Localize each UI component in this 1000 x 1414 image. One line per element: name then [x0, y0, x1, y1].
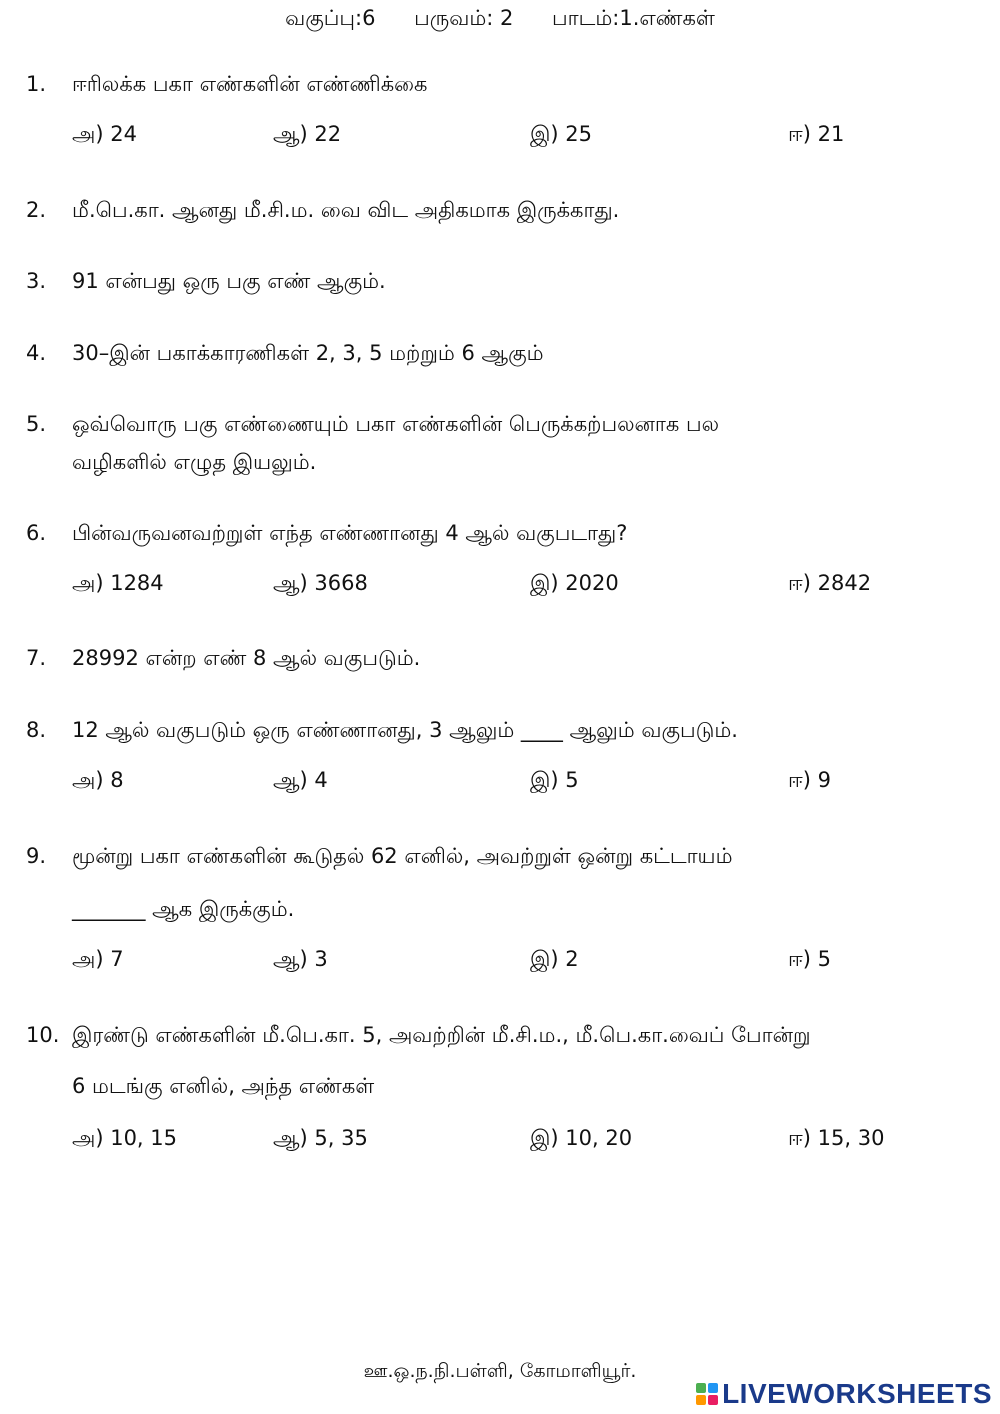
liveworksheets-brand[interactable]: [696, 1378, 992, 1410]
question-number: 4.: [26, 341, 47, 365]
question-10-options: [72, 1126, 972, 1158]
option-a[interactable]: அ) 24: [72, 122, 137, 146]
question-6-options: [72, 571, 972, 603]
question-text: இரண்டு எண்களின் மீ.பெ.கா. 5, அவற்றின் மீ.சி.ம., மீ.பெ.கா.வைப் போன்று: [72, 1023, 811, 1047]
option-a[interactable]: அ) 10, 15: [72, 1126, 177, 1150]
question-1: [26, 66, 986, 102]
option-a[interactable]: அ) 1284: [72, 571, 164, 595]
question-number: 3.: [26, 269, 47, 293]
option-d[interactable]: ஈ) 15, 30: [788, 1126, 885, 1150]
question-3: [26, 263, 986, 299]
question-2: [26, 192, 986, 228]
option-c[interactable]: இ) 25: [530, 122, 593, 146]
liveworksheets-logo-icon: [696, 1383, 718, 1405]
option-c[interactable]: இ) 2: [530, 947, 579, 971]
worksheet-header: [0, 6, 1000, 33]
option-c[interactable]: இ) 10, 20: [530, 1126, 633, 1150]
question-4: [26, 335, 986, 371]
option-a[interactable]: அ) 7: [72, 947, 124, 971]
option-b[interactable]: ஆ) 3668: [273, 571, 368, 595]
brand-text: LIVEWORKSHEETS: [722, 1378, 992, 1409]
question-5: [26, 406, 986, 442]
option-a[interactable]: அ) 8: [72, 768, 124, 792]
question-text: 28992 என்ற எண் 8 ஆல் வகுபடும்.: [72, 646, 421, 670]
question-9-continuation: _______ ஆக இருக்கும்.: [72, 897, 295, 921]
question-6: [26, 515, 986, 551]
option-b[interactable]: ஆ) 3: [273, 947, 328, 971]
question-8: [26, 712, 986, 748]
option-d[interactable]: ஈ) 2842: [788, 571, 872, 595]
term-label: பருவம்: 2: [414, 6, 514, 30]
question-number: 1.: [26, 72, 47, 96]
option-d[interactable]: ஈ) 21: [788, 122, 845, 146]
question-9: [26, 838, 986, 874]
question-text: மீ.பெ.கா. ஆனது மீ.சி.ம. வை விட அதிகமாக இருக்காது.: [72, 198, 620, 222]
option-d[interactable]: ஈ) 5: [788, 947, 832, 971]
option-b[interactable]: ஆ) 4: [273, 768, 328, 792]
question-number: 5.: [26, 412, 47, 436]
question-text: ஈரிலக்க பகா எண்களின் எண்ணிக்கை: [72, 72, 428, 96]
question-number: 7.: [26, 646, 47, 670]
question-10-continuation: 6 மடங்கு எனில், அந்த எண்கள்: [72, 1074, 375, 1098]
question-text: 12 ஆல் வகுபடும் ஒரு எண்ணானது, 3 ஆலும் ____ ஆலும் வகுபடும்.: [72, 718, 738, 742]
question-text: பின்வருவனவற்றுள் எந்த எண்ணானது 4 ஆல் வகுபடாது?: [72, 521, 628, 545]
option-c[interactable]: இ) 5: [530, 768, 579, 792]
question-5-continuation: வழிகளில் எழுத இயலும்.: [72, 450, 317, 474]
question-text: 30–இன் பகாக்காரணிகள் 2, 3, 5 மற்றும் 6 ஆகும்: [72, 341, 544, 365]
option-b[interactable]: ஆ) 5, 35: [273, 1126, 368, 1150]
option-c[interactable]: இ) 2020: [530, 571, 619, 595]
class-label: வகுப்பு:6: [285, 6, 376, 30]
question-number: 2.: [26, 198, 47, 222]
question-number: 6.: [26, 521, 47, 545]
question-7: [26, 640, 986, 676]
question-number: 8.: [26, 718, 47, 742]
lesson-label: பாடம்:1.எண்கள்: [552, 6, 715, 30]
question-number: 10.: [26, 1023, 60, 1047]
question-1-options: [72, 122, 972, 154]
question-number: 9.: [26, 844, 47, 868]
option-d[interactable]: ஈ) 9: [788, 768, 832, 792]
question-10: [26, 1017, 986, 1053]
question-8-options: [72, 768, 972, 800]
school-name-footer: ஊ.ஒ.ந.நி.பள்ளி, கோமாளியூர்.: [363, 1360, 637, 1382]
question-9-options: [72, 947, 972, 979]
question-text: ஒவ்வொரு பகு எண்ணையும் பகா எண்களின் பெருக்கற்பலனாக பல: [72, 412, 720, 436]
question-text: மூன்று பகா எண்களின் கூடுதல் 62 எனில், அவற்றுள் ஒன்று கட்டாயம்: [72, 844, 733, 868]
option-b[interactable]: ஆ) 22: [273, 122, 342, 146]
question-text: 91 என்பது ஒரு பகு எண் ஆகும்.: [72, 269, 386, 293]
